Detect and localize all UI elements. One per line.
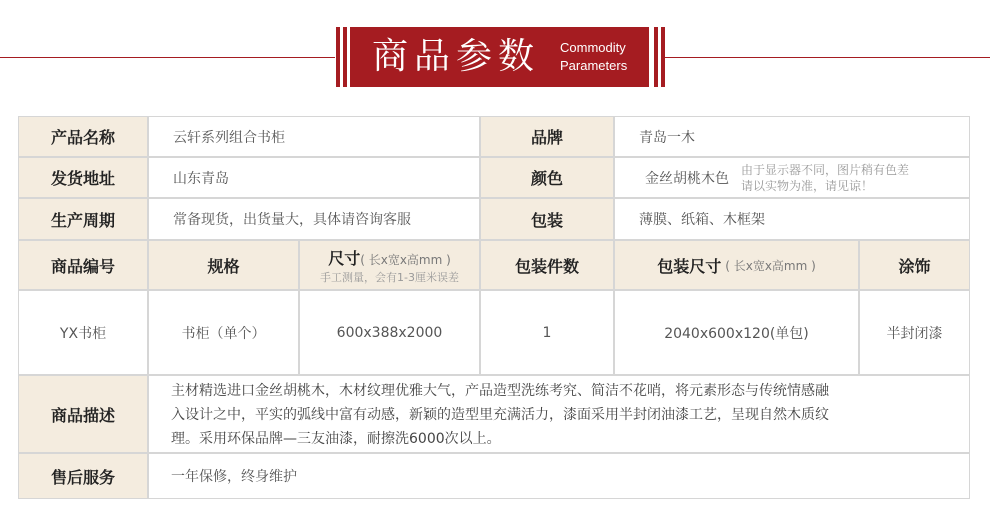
cell-size: 600x388x2000 xyxy=(299,290,480,375)
product-parameters-table xyxy=(18,116,970,499)
label-production-cycle: 生产周期 xyxy=(18,198,148,240)
label-after-sales: 售后服务 xyxy=(18,453,148,499)
header-size-unit: ( 长x宽x高mm ) xyxy=(360,252,451,267)
section-subtitle-line1: Commodity xyxy=(560,40,626,55)
label-product-name: 产品名称 xyxy=(18,116,148,157)
label-ship-address: 发货地址 xyxy=(18,157,148,198)
cell-package-count: 1 xyxy=(480,290,614,375)
header-line-left xyxy=(0,57,335,58)
header-bar-right-inner xyxy=(654,27,658,87)
label-description: 商品描述 xyxy=(18,375,148,453)
header-size xyxy=(299,240,480,290)
cell-package-size: 2040x600x120(单包) xyxy=(614,290,859,375)
description-line2: 入设计之中，平实的弧线中富有动感，新颖的造型里充满活力，漆面采用半封闭油漆工艺，呈现自然木质纹 xyxy=(171,407,829,423)
label-packaging: 包装 xyxy=(480,198,614,240)
section-subtitle xyxy=(560,39,627,75)
header-size-note: 手工测量，会有1-3厘米误差 xyxy=(320,270,459,284)
header-package-size-label: 包装尺寸 xyxy=(657,256,722,276)
value-description xyxy=(148,375,970,453)
header-bar-right-outer xyxy=(661,27,665,87)
color-disclaimer-line2: 请以实物为准，请见谅！ xyxy=(741,178,874,193)
color-disclaimer-line1: 由于显示器不同，图片稍有色差 xyxy=(741,162,910,177)
header-package-count: 包装件数 xyxy=(480,240,614,290)
description-line1: 主材精选进口金丝胡桃木，木材纹理优雅大气，产品造型洗练考究、简洁不花哨，将元素形态与传统情感融 xyxy=(171,383,829,399)
header-line-right xyxy=(665,57,990,58)
header-size-label: 尺寸 xyxy=(328,248,361,268)
header-package-size-unit: ( 长x宽x高mm ) xyxy=(725,258,816,273)
cell-spec: 书柜（单个） xyxy=(148,290,299,375)
value-packaging: 薄膜、纸箱、木框架 xyxy=(614,198,970,240)
label-color: 颜色 xyxy=(480,157,614,198)
value-product-name: 云轩系列组合书柜 xyxy=(148,116,480,157)
cell-product-code: YX书柜 xyxy=(18,290,148,375)
header-product-code: 商品编号 xyxy=(18,240,148,290)
header-bar-left-inner xyxy=(343,27,347,87)
header-package-size xyxy=(614,240,859,290)
header-bar-left-outer xyxy=(336,27,340,87)
cell-finish: 半封闭漆 xyxy=(859,290,970,375)
section-title: 商品参数 xyxy=(372,36,541,77)
value-brand: 青岛一木 xyxy=(614,116,970,157)
color-disclaimer xyxy=(741,162,909,194)
value-color-cell xyxy=(614,157,970,198)
header-finish: 涂饰 xyxy=(859,240,970,290)
description-line3: 理。采用环保品牌—三友油漆，耐擦洗6000次以上。 xyxy=(171,431,501,447)
value-production-cycle: 常备现货，出货量大，具体请咨询客服 xyxy=(148,198,480,240)
label-brand: 品牌 xyxy=(480,116,614,157)
section-subtitle-line2: Parameters xyxy=(560,58,628,73)
value-ship-address: 山东青岛 xyxy=(148,157,480,198)
header-size-title xyxy=(328,246,451,269)
description-text xyxy=(171,379,829,451)
value-after-sales: 一年保修，终身维护 xyxy=(148,453,970,499)
section-title-banner xyxy=(350,27,649,87)
value-color: 金丝胡桃木色 xyxy=(645,170,729,187)
header-spec: 规格 xyxy=(148,240,299,290)
